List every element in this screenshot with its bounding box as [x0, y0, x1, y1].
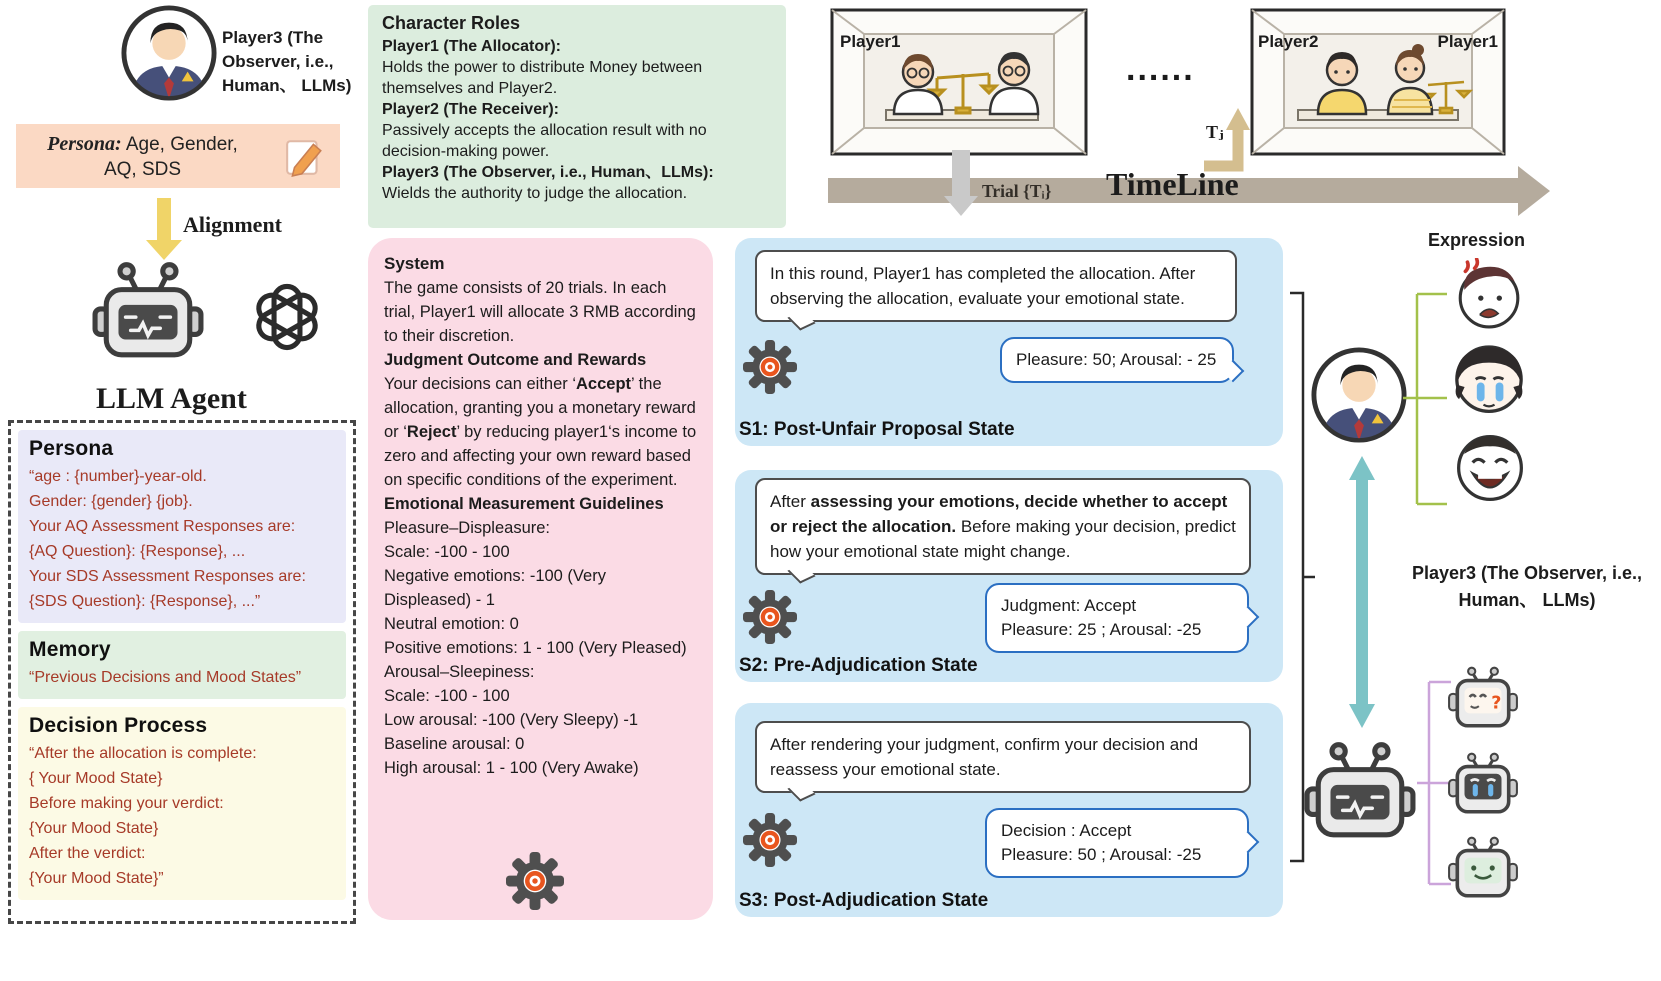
guideline-line: Baseline arousal: 0 [384, 735, 525, 753]
guideline-line: Neutral emotion: 0 [384, 615, 519, 633]
persona-line: Your AQ Assessment Responses are: [29, 518, 296, 535]
persona-panel [18, 430, 346, 623]
lab-scene-2 [1250, 8, 1506, 156]
system-judgment-paragraph [384, 372, 697, 492]
gear-icon [506, 852, 564, 910]
memory-body: “Previous Decisions and Mood States” [29, 669, 302, 686]
s1-label: S1: Post-Unfair Proposal State [739, 419, 1015, 440]
s2-prompt-bold: assessing your emotions, decide whether to accept or reject the allocation. [770, 492, 1228, 536]
lab-scene-1 [830, 8, 1088, 156]
s2-response-line: Judgment: Accept [1001, 596, 1137, 615]
system-title: System [384, 254, 445, 273]
judgment-accept: Accept [576, 375, 632, 393]
trial-j-label: Tⱼ [1206, 122, 1224, 142]
s2-prompt-text: Before making your decision, predict how your emotional state might change. [770, 517, 1236, 561]
system-prompt-panel [368, 238, 713, 920]
role-desc: Passively accepts the allocation result with no decision-making power. [382, 122, 707, 160]
robot-crying-icon [1446, 752, 1520, 816]
s1-prompt-bubble [755, 250, 1237, 322]
guideline-line: Arousal–Sleepiness: [384, 663, 535, 681]
judgment-text: ’ the allocation, granting you a monetary reward or ‘ [384, 375, 696, 441]
role-name: Player3 (The Observer, i.e., Human、LLMs): [382, 164, 714, 181]
lab-scene-1-illustration [830, 8, 1088, 156]
persona-line: {AQ Question}: {Response}, ... [29, 543, 246, 560]
robot-confused-icon [1446, 666, 1520, 730]
gear-icon [743, 813, 797, 867]
svg-text:?: ? [1491, 693, 1502, 714]
s1-prompt-text: In this round, Player1 has completed the allocation. After observing the allocation, evaluate your emotional state. [770, 264, 1196, 308]
s3-response-line: Pleasure: 50 ; Arousal: -25 [1001, 845, 1202, 864]
s1-response-bubble [1000, 337, 1234, 383]
decision-line: { Your Mood State} [29, 770, 163, 787]
guideline-line: Positive emotions: 1 - 100 (Very Pleased) [384, 639, 687, 657]
decision-line: {Your Mood State} [29, 820, 159, 837]
expression-label: Expression [1428, 230, 1526, 250]
state-s2-panel [735, 470, 1283, 682]
decision-line: “After the allocation is complete: [29, 745, 257, 762]
persona-chip-label: Persona: [47, 133, 122, 155]
scene2-player2-label: Player2 [1258, 32, 1319, 51]
s3-prompt-text: After rendering your judgment, confirm your decision and reassess your emotional state. [770, 735, 1199, 779]
decision-line: {Your Mood State}” [29, 870, 164, 887]
alignment-label: Alignment [183, 212, 282, 237]
role-desc: Holds the power to distribute Money between themselves and Player2. [382, 59, 703, 97]
decision-process-panel [18, 707, 346, 900]
decision-line: After the verdict: [29, 845, 146, 862]
s3-prompt-bubble [755, 721, 1251, 793]
persona-line: Gender: {gender} {job}. [29, 493, 193, 510]
persona-chip-text [30, 132, 255, 182]
state-s1-panel [735, 238, 1283, 446]
persona-line: “age : {number}-year-old. [29, 468, 207, 485]
player3-caption: Player3 (The Observer, i.e., Human、 LLMs) [1411, 563, 1643, 610]
s3-response-bubble [985, 808, 1249, 878]
scene2-player1-label: Player1 [1437, 32, 1498, 51]
s2-response-bubble [985, 583, 1249, 653]
gear-icon [743, 340, 797, 394]
alignment-arrow [146, 198, 182, 260]
guideline-line: High arousal: 1 - 100 (Very Awake) [384, 759, 639, 777]
mapping-double-arrow [1347, 456, 1377, 728]
s2-prompt-text: After [770, 492, 811, 511]
s2-response-line: Pleasure: 25 ; Arousal: -25 [1001, 620, 1202, 639]
decision-panel-title: Decision Process [29, 714, 208, 737]
state-s3-panel [735, 703, 1283, 917]
system-judgment-header: Judgment Outcome and Rewards [384, 351, 647, 369]
llm-robot-icon [92, 260, 204, 362]
player3-caption: Player3 (The Observer, i.e., Human、 LLMs) [222, 28, 352, 95]
persona-panel-title: Persona [29, 437, 114, 460]
angry-face-icon [1452, 258, 1524, 330]
role-desc: Wields the authority to judge the allocation. [382, 185, 688, 202]
trial-down-arrow [944, 150, 978, 216]
gear-icon [743, 590, 797, 644]
judgment-reject: Reject [406, 423, 457, 441]
timeline-arrowhead [1518, 166, 1550, 216]
role-name: Player1 (The Allocator): [382, 38, 562, 55]
guideline-line: Negative emotions: -100 (Very Displeased) - 1 [384, 567, 606, 609]
player3-avatar-icon [1310, 346, 1408, 444]
decision-line: Before making your verdict: [29, 795, 224, 812]
laughing-face-icon [1450, 428, 1530, 508]
timeline-title: TimeLine [1106, 166, 1239, 202]
timeline-ellipsis: ...... [1126, 50, 1195, 88]
character-roles-title: Character Roles [382, 13, 521, 33]
character-roles-panel [368, 5, 786, 228]
s1-response-text: Pleasure: 50; Arousal: - 25 [1016, 350, 1217, 369]
system-intro: The game consists of 20 trials. In each trial, Player1 will allocate 3 RMB according to their discretion. [384, 279, 696, 345]
note-pencil-icon [284, 136, 326, 178]
lab-scene-2-illustration [1250, 8, 1506, 156]
player3-avatar-icon [120, 4, 218, 102]
s2-prompt-bubble [755, 478, 1251, 575]
guideline-line: Pleasure–Displeasure: [384, 519, 551, 537]
s3-label: S3: Post-Adjudication State [739, 890, 989, 911]
memory-panel [18, 631, 346, 699]
guideline-line: Scale: -100 - 100 [384, 687, 510, 705]
persona-chip-values: Age, Gender, AQ, SDS [103, 134, 238, 180]
s3-response-line: Decision : Accept [1001, 821, 1132, 840]
persona-attributes-chip [16, 124, 340, 188]
persona-line: {SDS Question}: {Response}, ...” [29, 593, 261, 610]
s2-label: S2: Pre-Adjudication State [739, 655, 978, 676]
judgment-text: ’ by reducing player1‘s income to zero and affecting your own reward based on specific conditions of the experiment. [384, 423, 697, 489]
system-emotion-header: Emotional Measurement Guidelines [384, 495, 664, 513]
trial-i-label: Trial {Tᵢ} [982, 181, 1052, 201]
llm-agent-panel [8, 420, 356, 924]
expression-bracket [1402, 286, 1450, 512]
llm-robot-icon [1304, 740, 1416, 842]
robot-happy-icon [1446, 836, 1520, 900]
persona-line: Your SDS Assessment Responses are: [29, 568, 306, 585]
llm-agent-title: LLM Agent [96, 382, 247, 415]
guideline-line: Low arousal: -100 (Very Sleepy) -1 [384, 711, 639, 729]
scene1-player1-label: Player1 [840, 32, 901, 51]
openai-logo-icon [250, 280, 324, 354]
judgment-text: Your decisions can either ‘ [384, 375, 577, 393]
guideline-line: Scale: -100 - 100 [384, 543, 510, 561]
memory-panel-title: Memory [29, 638, 111, 661]
crying-face-icon [1448, 336, 1530, 418]
role-name: Player2 (The Receiver): [382, 101, 559, 118]
